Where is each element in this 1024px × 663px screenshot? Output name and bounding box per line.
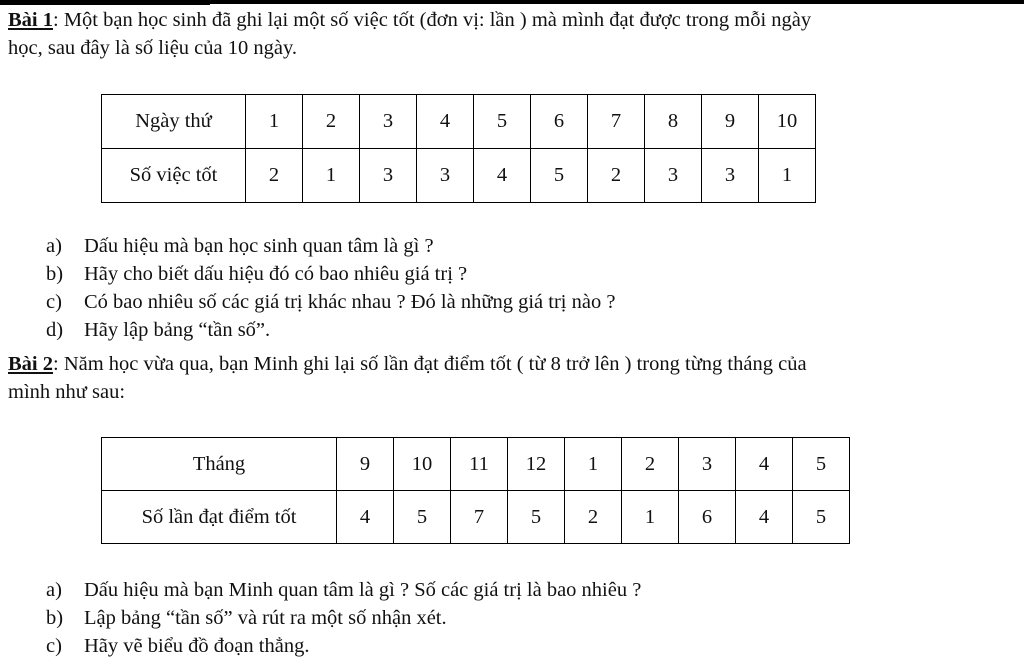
bai2-count-cell: 5 — [394, 491, 451, 544]
question-text: Hãy vẽ biểu đồ đoạn thẳng. — [84, 635, 310, 657]
bai2-row-month — [102, 438, 850, 491]
bai2-month-cell: 4 — [736, 438, 793, 491]
question-label: b) — [46, 607, 64, 629]
question-text: Có bao nhiêu số các giá trị khác nhau ? Đó là những giá trị nào ? — [84, 291, 616, 313]
bai2-text-line1: : Năm học vừa qua, bạn Minh ghi lại số lần đạt điểm tốt ( từ 8 trở lên ) trong từng tháng của — [53, 353, 807, 375]
bai1-row-day — [102, 95, 816, 149]
bai1-row2-header: Số việc tốt — [102, 149, 246, 203]
bai2-count-cell: 5 — [508, 491, 565, 544]
bai1-question-item — [46, 288, 615, 316]
bai1-day-cell: 6 — [531, 95, 588, 149]
bai2-text-line2: mình như sau: — [8, 381, 126, 403]
question-text: Lập bảng “tần số” và rút ra một số nhận xét. — [84, 607, 447, 629]
bai1-intro — [8, 6, 811, 62]
bai1-count-cell: 3 — [645, 149, 702, 203]
bai1-day-cell: 4 — [417, 95, 474, 149]
bai1-count-cell: 2 — [246, 149, 303, 203]
bai2-count-cell: 4 — [736, 491, 793, 544]
bai2-count-cell: 1 — [622, 491, 679, 544]
question-label: a) — [46, 235, 62, 257]
bai1-count-cell: 3 — [702, 149, 759, 203]
bai1-count-cell: 5 — [531, 149, 588, 203]
bai1-day-cell: 1 — [246, 95, 303, 149]
bai2-month-cell: 12 — [508, 438, 565, 491]
bai2-count-cell: 2 — [565, 491, 622, 544]
bai1-day-cell: 5 — [474, 95, 531, 149]
bai1-table — [101, 94, 816, 203]
bai2-row1-header: Tháng — [102, 438, 337, 491]
bai2-row2-header: Số lần đạt điểm tốt — [102, 491, 337, 544]
bai2-count-cell: 4 — [337, 491, 394, 544]
question-label: b) — [46, 263, 64, 285]
bai2-questions — [46, 576, 641, 660]
bai2-label: Bài 2 — [8, 353, 53, 375]
bai2-table — [101, 437, 850, 544]
bai1-row1-header: Ngày thứ — [102, 95, 246, 149]
bai2-month-cell: 5 — [793, 438, 850, 491]
question-label: c) — [46, 635, 62, 657]
bai1-row-count — [102, 149, 816, 203]
bai2-count-cell: 5 — [793, 491, 850, 544]
bai2-intro — [8, 350, 807, 406]
question-label: c) — [46, 291, 62, 313]
bai2-count-cell: 7 — [451, 491, 508, 544]
bai1-day-cell: 7 — [588, 95, 645, 149]
bai2-month-cell: 11 — [451, 438, 508, 491]
bai1-count-cell: 1 — [303, 149, 360, 203]
question-text: Hãy cho biết dấu hiệu đó có bao nhiêu giá trị ? — [84, 263, 468, 285]
bai2-count-cell: 6 — [679, 491, 736, 544]
bai1-questions — [46, 232, 615, 344]
bai2-row-count — [102, 491, 850, 544]
bai1-count-cell: 3 — [360, 149, 417, 203]
bai1-count-cell: 3 — [417, 149, 474, 203]
bai1-count-cell: 2 — [588, 149, 645, 203]
bai2-question-item — [46, 576, 641, 604]
bai1-day-cell: 8 — [645, 95, 702, 149]
bai1-question-item — [46, 232, 615, 260]
bai1-text-line1: : Một bạn học sinh đã ghi lại một số việc tốt (đơn vị: lần ) mà mình đạt được trong mỗi ngày — [53, 9, 812, 31]
bai1-day-cell: 9 — [702, 95, 759, 149]
bai1-question-item — [46, 260, 615, 288]
question-text: Dấu hiệu mà bạn Minh quan tâm là gì ? Số các giá trị là bao nhiêu ? — [84, 579, 642, 601]
top-border — [0, 0, 1024, 4]
bai1-question-item — [46, 316, 615, 344]
bai2-month-cell: 2 — [622, 438, 679, 491]
question-text: Hãy lập bảng “tần số”. — [84, 319, 271, 341]
bai1-day-cell: 2 — [303, 95, 360, 149]
bai1-day-cell: 3 — [360, 95, 417, 149]
bai2-month-cell: 3 — [679, 438, 736, 491]
question-label: d) — [46, 319, 64, 341]
bai2-month-cell: 9 — [337, 438, 394, 491]
bai1-day-cell: 10 — [759, 95, 816, 149]
question-text: Dấu hiệu mà bạn học sinh quan tâm là gì ? — [84, 235, 434, 257]
question-label: a) — [46, 579, 62, 601]
bai2-month-cell: 10 — [394, 438, 451, 491]
bai2-question-item — [46, 632, 641, 660]
bai1-count-cell: 4 — [474, 149, 531, 203]
bai1-count-cell: 1 — [759, 149, 816, 203]
bai1-text-line2: học, sau đây là số liệu của 10 ngày. — [8, 37, 298, 59]
bai1-label: Bài 1 — [8, 9, 53, 31]
bai2-question-item — [46, 604, 641, 632]
bai2-month-cell: 1 — [565, 438, 622, 491]
